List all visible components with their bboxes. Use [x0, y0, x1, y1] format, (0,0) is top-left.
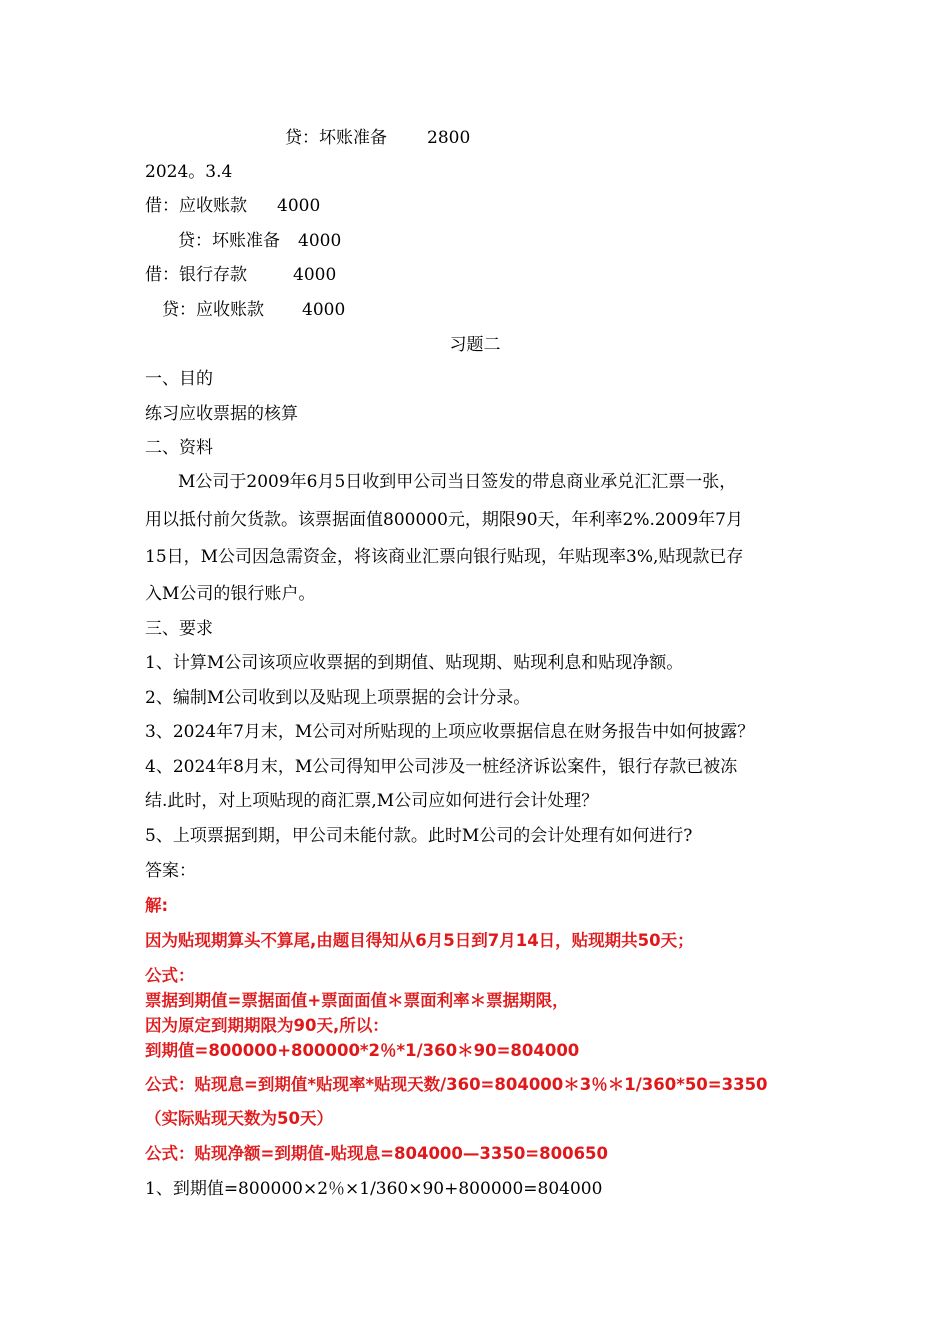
journal-amount: 2800 — [427, 128, 471, 148]
materials-paragraph-line: 入M公司的银行账户。 — [145, 584, 316, 604]
answer-label: 答案： — [145, 861, 196, 881]
requirement-item-continued: 结.此时，对上项贴现的商汇票,M公司应如何进行会计处理？ — [145, 791, 599, 811]
journal-label: 借：应收账款 — [145, 196, 247, 216]
section-heading-materials: 二、资料 — [145, 438, 213, 458]
requirement-item: 2、编制M公司收到以及贴现上项票据的会计分录。 — [145, 688, 531, 708]
requirement-item: 1、计算M公司该项应收票据的到期值、贴现期、贴现利息和贴现净额。 — [145, 653, 684, 673]
journal-amount: 4000 — [298, 231, 342, 251]
materials-paragraph-line: 用以抵付前欠货款。该票据面值800000元，期限90天，年利率2%.2009年7月 — [145, 510, 743, 530]
journal-amount: 4000 — [293, 265, 337, 285]
solution-line: 票据到期值=票据面值+票面面值＊票面利率＊票据期限， — [145, 991, 569, 1010]
journal-label: 借：银行存款 — [145, 265, 247, 285]
solution-line: 因为贴现期算头不算尾,由题目得知从6月5日到7月14日，贴现期共50天； — [145, 931, 694, 950]
section-heading-requirements: 三、要求 — [145, 619, 213, 639]
solution-line: （实际贴现天数为50天） — [145, 1109, 333, 1128]
section-heading-purpose: 一、目的 — [145, 369, 213, 389]
materials-paragraph-line: 15日，M公司因急需资金，将该商业汇票向银行贴现，年贴现率3%,贴现款已存 — [145, 547, 744, 567]
solution-line: 到期值=800000+800000*2％*1/360＊90=804000 — [145, 1041, 580, 1060]
journal-label: 贷：应收账款 — [162, 300, 264, 320]
journal-line-credit-bad-debt — [285, 127, 470, 149]
exercise-title: 习题二 — [449, 335, 501, 355]
answer-item: 1、到期值=800000×2％×1/360×90+800000=804000 — [145, 1179, 603, 1199]
solution-line: 因为原定到期期限为90天,所以： — [145, 1016, 389, 1035]
journal-date: 2024。3.4 — [145, 162, 233, 182]
journal-line-debit-bank — [145, 264, 336, 286]
journal-label: 贷：坏账准备 — [285, 128, 387, 148]
journal-amount: 4000 — [302, 300, 346, 320]
journal-line-debit-receivable — [145, 195, 320, 217]
solution-heading: 解: — [145, 896, 169, 915]
journal-amount: 4000 — [277, 196, 321, 216]
journal-line-credit-bad-debt-2 — [178, 230, 341, 252]
requirement-item: 4、2024年8月末，M公司得知甲公司涉及一桩经济诉讼案件，银行存款已被冻 — [145, 757, 738, 777]
materials-paragraph-line: M公司于2009年6月5日收到甲公司当日签发的带息商业承兑汇汇票一张， — [178, 472, 737, 492]
solution-line: 公式：贴现净额=到期值-贴现息=804000—3350=800650 — [145, 1144, 609, 1163]
purpose-text: 练习应收票据的核算 — [145, 404, 298, 424]
requirement-item: 5、上项票据到期，甲公司未能付款。此时M公司的会计处理有如何进行? — [145, 826, 693, 846]
journal-label: 贷：坏账准备 — [178, 231, 280, 251]
journal-line-credit-receivable — [162, 299, 345, 321]
solution-line: 公式： — [145, 966, 195, 985]
requirement-item: 3、2024年7月末，M公司对所贴现的上项应收票据信息在财务报告中如何披露？ — [145, 722, 755, 742]
solution-line: 公式：贴现息=到期值*贴现率*贴现天数/360=804000＊3％＊1/360*50=3350 — [145, 1075, 768, 1094]
